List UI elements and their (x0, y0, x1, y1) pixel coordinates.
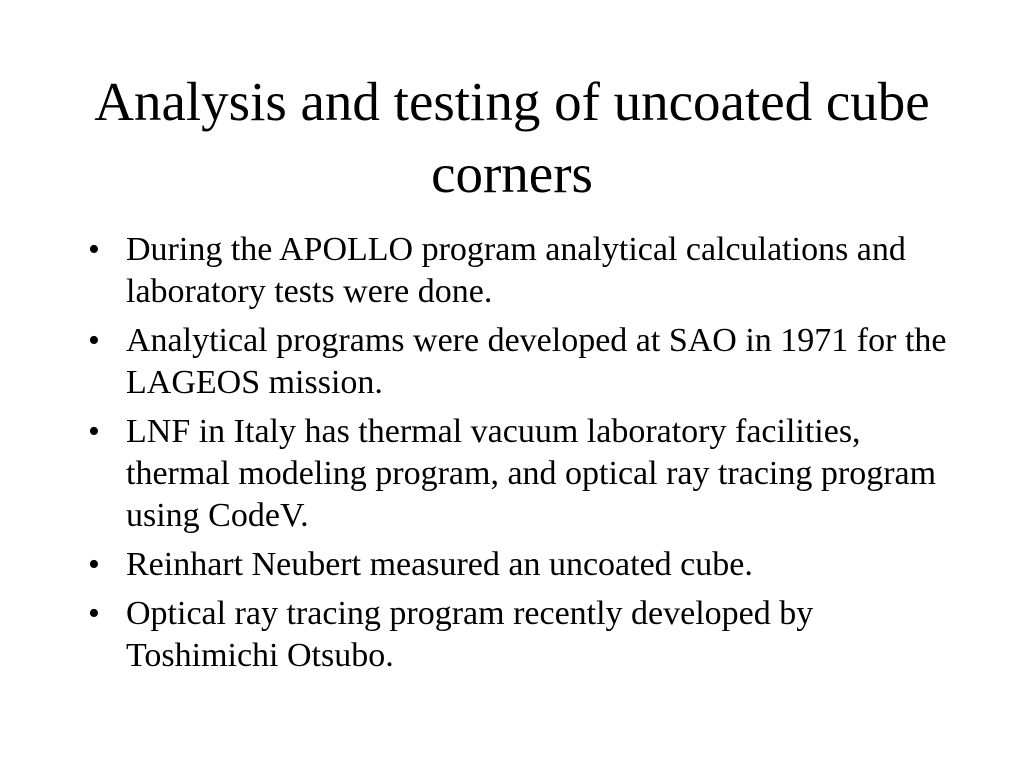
bullet-item (82, 544, 962, 586)
bullet-item (82, 229, 962, 313)
bullet-text: During the APOLLO program analytical calculations and laboratory tests were done. (126, 231, 906, 310)
bullet-item (82, 320, 962, 404)
slide-title: Analysis and testing of uncoated cube corners (94, 71, 930, 204)
bullet-text: LNF in Italy has thermal vacuum laboratory facilities, thermal modeling program, and optical ray tracing program using CodeV. (126, 413, 937, 534)
bullet-text: Optical ray tracing program recently developed by Toshimichi Otsubo. (126, 595, 814, 674)
bullet-point-icon: • (88, 595, 100, 632)
bullet-item (82, 593, 962, 677)
bullet-text: Reinhart Neubert measured an uncoated cube. (126, 546, 753, 583)
bullet-list (82, 229, 962, 684)
bullet-text: Analytical programs were developed at SAO in 1971 for the LAGEOS mission. (126, 322, 947, 401)
bullet-point-icon: • (88, 413, 100, 450)
bullet-point-icon: • (88, 546, 100, 583)
bullet-item (82, 411, 962, 537)
bullet-point-icon: • (88, 322, 100, 359)
bullet-point-icon: • (88, 231, 100, 268)
